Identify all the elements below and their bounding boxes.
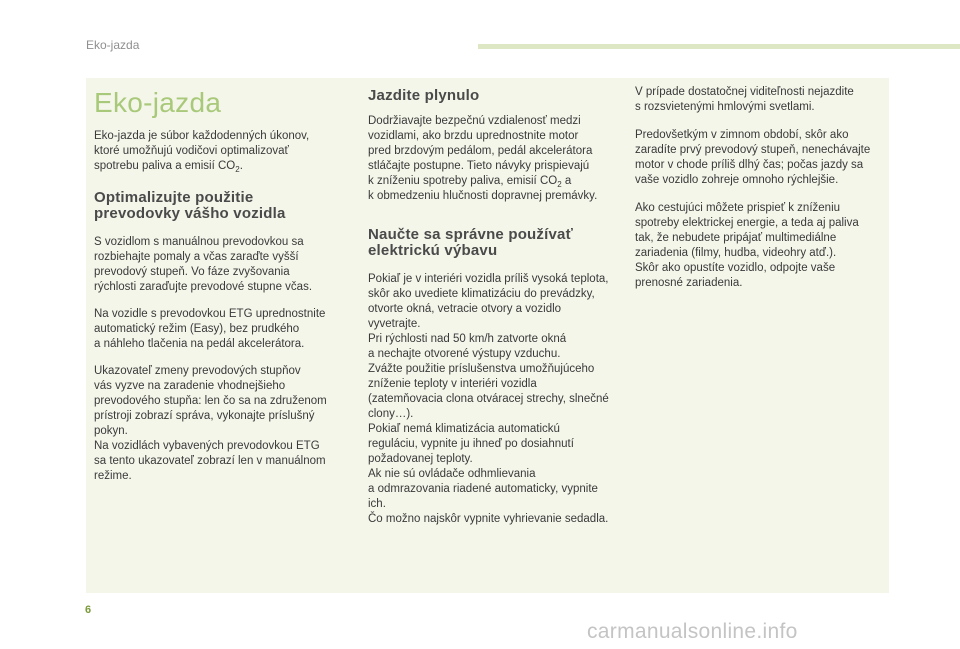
running-header-title: Eko-jazda	[86, 38, 140, 52]
section-heading-smooth: Jazdite plynulo	[368, 87, 480, 104]
intro-paragraph	[94, 129, 346, 174]
page-number: 6	[85, 604, 92, 616]
electric-paragraph: Pokiaľ je v interiéri vozidla príliš vysoká teplota, skôr ako uvediete klimatizáciu do prevádzky, otvorte okná, vetracie otvory a vozidlo vyvetrajte. Pri rýchlosti nad 50 km/h zatvorte okná a nechajte otvorené výstupy vzduchu. Zvážte použitie príslušenstva umožňujúceho zníženie teploty v interiéri vozidla (zatemňovacia clona otváracej strechy, slnečné clony…). Pokiaľ nemá klimatizácia automatickú reguláciu, vypnite ju ihneď po dosiahnutí požadovanej teploty. Ak nie sú ovládače odhmlievania a odmrazovania riadené automaticky, vypnite ich. Čo možno najskôr vypnite vyhrievanie sedadla.	[368, 273, 609, 525]
section-heading-gearbox: Optimalizujte použitie prevodovky vášho vozidla	[94, 189, 286, 222]
gearbox-paragraph-2: Na vozidle s prevodovkou ETG uprednostnite automatický režim (Easy), bez prudkého a náhleho tlačenia na pedál akcelerátora.	[94, 308, 326, 350]
header-rule	[478, 44, 960, 49]
smooth-text: Dodržiavajte bezpečnú vzdialenosť medzi vozidlami, ako brzdu uprednostnite motor pred brzdovým pedálom, pedál akcelerátora stláčajte postupne. Tieto návyky prispievajú k zníženiu spotreby paliva, emisií CO	[368, 115, 593, 187]
fog-lights-paragraph: V prípade dostatočnej viditeľnosti nejazdite s rozsvietenými hmlovými svetlami.	[635, 86, 854, 113]
intro-end: .	[239, 160, 243, 172]
smooth-text-end: a k obmedzeniu hlučnosti dopravnej premávky.	[368, 175, 598, 202]
passenger-paragraph: Ako cestujúci môžete prispieť k zníženiu spotreby elektrickej energie, a teda aj paliva tak, že nebudete pripájať multimediálne zariadenia (filmy, hudba, videohry atď.). Skôr ako opustíte vozidlo, odpojte vaše prenosné zariadenia.	[635, 202, 859, 289]
winter-paragraph: Predovšetkým v zimnom období, skôr ako zaradíte prvý prevodový stupeň, nenechávajte motor v chode príliš dlhý čas; počas jazdy sa vaše vozidlo zohreje omnoho rýchlejšie.	[635, 129, 871, 186]
page-title: Eko-jazda	[94, 87, 222, 118]
section-heading-electric: Naučte sa správne používať elektrickú výbavu	[368, 226, 573, 259]
gearbox-paragraph-1: S vozidlom s manuálnou prevodovkou sa rozbiehajte pomaly a včas zaraďte vyšší prevodový stupeň. Vo fáze zvyšovania rýchlosti zaraďujte prevodové stupne včas.	[94, 236, 313, 293]
gearbox-paragraph-3: Ukazovateľ zmeny prevodových stupňov vás vyzve na zaradenie vhodnejšieho prevodového stupňa: len čo sa na združenom prístroji zobrazí správa, vykonajte príslušný pokyn. Na vozidlách vybavených prevodovkou ETG sa tento ukazovateľ zobrazí len v manuálnom režime.	[94, 365, 327, 482]
watermark: carmanualsonline.info	[587, 620, 798, 643]
intro-text: Eko-jazda je súbor každodenných úkonov, ktoré umožňujú vodičovi optimalizovať spotrebu paliva a emisií CO	[94, 130, 310, 172]
co2-subscript: 2	[235, 165, 240, 174]
smooth-paragraph	[368, 114, 628, 204]
co2-subscript-2: 2	[557, 180, 562, 189]
column-2	[368, 78, 628, 527]
column-3	[635, 78, 880, 291]
content-panel	[86, 78, 889, 593]
column-1	[94, 78, 346, 484]
